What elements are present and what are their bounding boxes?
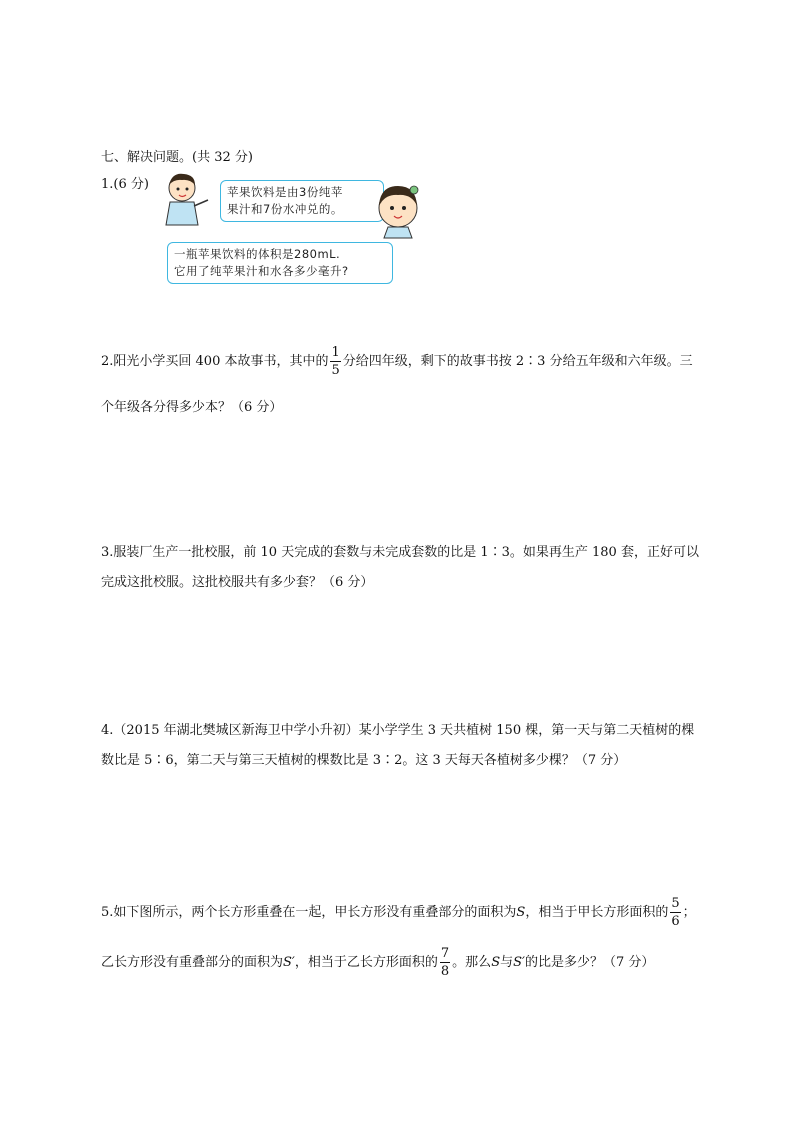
- q5-text: ，相当于乙长方形面积的: [294, 955, 438, 970]
- q1-number: 1.(6 分): [101, 177, 149, 192]
- bubble-girl-line: 它用了纯苹果汁和水各多少毫升?: [174, 264, 349, 278]
- speech-bubble-girl: [167, 242, 393, 284]
- bubble-boy-line: 苹果饮料是由3份纯苹: [227, 185, 343, 199]
- girl-illustration: [368, 178, 430, 240]
- bubble-girl-line: 一瓶苹果饮料的体积是280mL.: [174, 247, 341, 261]
- q3-line1: 3.服装厂生产一批校服，前 10 天完成的套数与未完成套数的比是 1∶3。如果再生产 180 套，正好可以: [101, 545, 699, 560]
- q5-text: ；: [682, 905, 696, 920]
- q4-line1: 4.（2015 年湖北樊城区新海卫中学小升初）某小学学生 3 天共植树 150 棵，第一天与第二天植树的棵: [101, 723, 695, 738]
- fraction-five-sixths: [670, 897, 680, 928]
- q2-text: 分给四年级，剩下的故事书按 2∶3 分给五年级和六年级。三: [342, 354, 693, 369]
- frac-denominator: 8: [440, 964, 450, 979]
- frac-denominator: 5: [331, 363, 340, 378]
- q5-text: 5.如下图所示，两个长方形重叠在一起，甲长方形没有重叠部分的面积为: [101, 905, 517, 920]
- q2-line2: 个年级各分得多少本？（6 分）: [101, 400, 283, 415]
- q2-line1: [101, 346, 693, 377]
- fraction-one-fifth: [330, 346, 340, 377]
- q2-text: 2.阳光小学买回 400 本故事书，其中的: [101, 354, 329, 369]
- q5-text: 与: [500, 955, 514, 970]
- q4-line2: 数比是 5∶6，第二天与第三天植树的棵数比是 3∶2。这 3 天每天各植树多少棵？（7 分）: [101, 753, 627, 768]
- var-s-prime: S′: [283, 955, 295, 970]
- q5-line2: [101, 947, 654, 978]
- boy-illustration: [160, 170, 220, 230]
- q5-line1: [101, 897, 696, 928]
- frac-numerator: 1: [331, 345, 340, 360]
- q5-text: 乙长方形没有重叠部分的面积为: [101, 955, 284, 970]
- var-s: S: [516, 905, 526, 920]
- q5-text: 。那么: [452, 955, 492, 970]
- q3-line2: 完成这批校服。这批校服共有多少套？（6 分）: [101, 575, 374, 590]
- bubble-boy-line: 果汁和7份水冲兑的。: [227, 202, 343, 216]
- var-s-prime: S′: [513, 955, 525, 970]
- frac-numerator: 5: [671, 896, 680, 911]
- fraction-seven-eighths: [440, 947, 450, 978]
- speech-bubble-boy: [220, 180, 384, 222]
- q5-text: 的比是多少？（7 分）: [524, 955, 655, 970]
- frac-denominator: 6: [671, 914, 680, 929]
- frac-numerator: 7: [440, 946, 450, 961]
- var-s: S: [491, 955, 501, 970]
- section-title: 七、解决问题。(共 32 分): [101, 150, 253, 165]
- q5-text: ，相当于甲长方形面积的: [525, 905, 669, 920]
